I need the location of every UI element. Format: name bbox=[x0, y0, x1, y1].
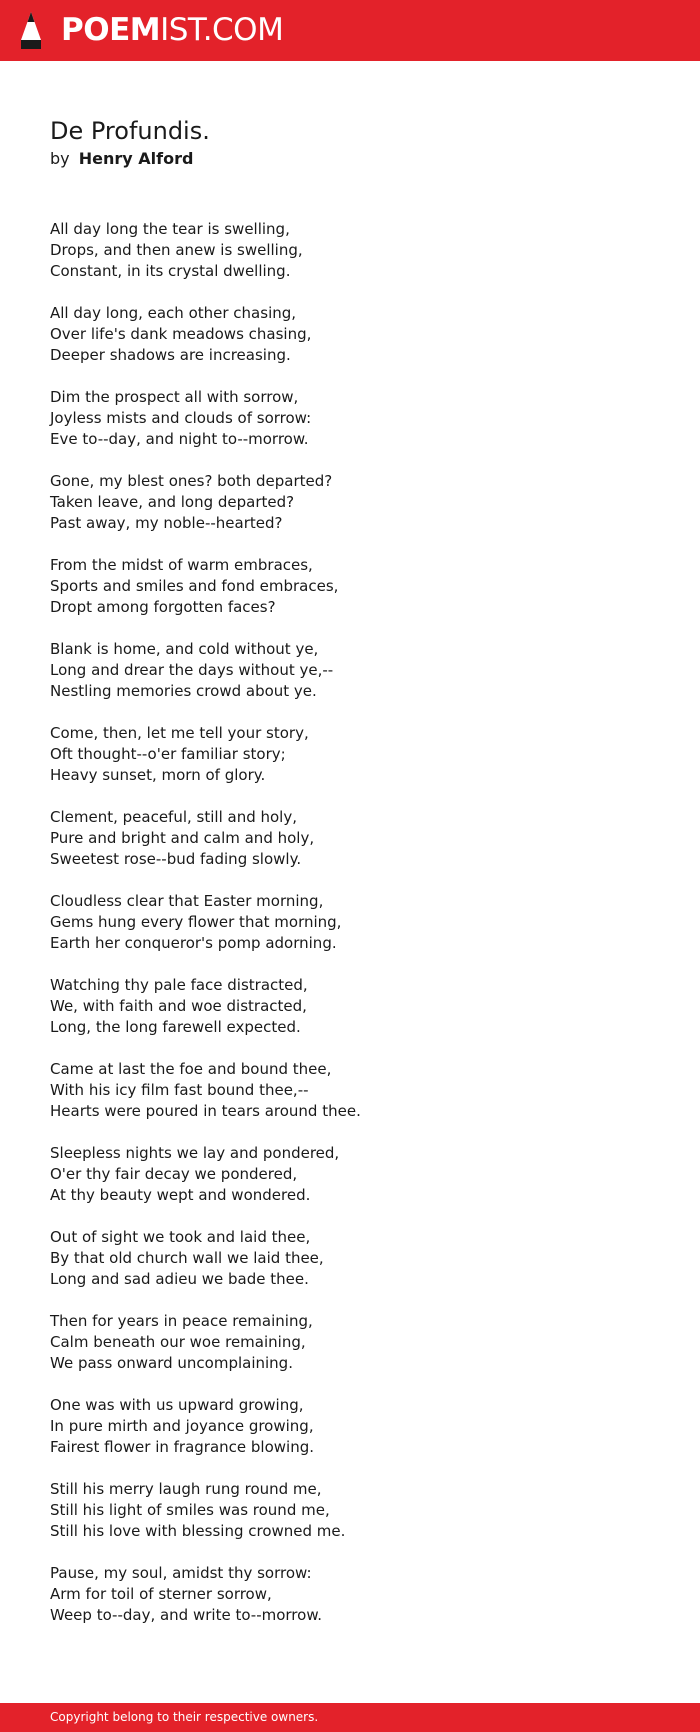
pencil-tip-icon bbox=[19, 10, 43, 50]
logo-text-bold: POEM bbox=[61, 12, 161, 48]
poem-line: Over life's dank meadows chasing, bbox=[50, 325, 312, 343]
poem-body bbox=[50, 219, 650, 1647]
by-label: by bbox=[50, 149, 70, 168]
poem-line: Come, then, let me tell your story, bbox=[50, 724, 309, 742]
poem-line: Oft thought--o'er familiar story; bbox=[50, 745, 286, 763]
poem-line: Sweetest rose--bud fading slowly. bbox=[50, 850, 302, 868]
poem-line: Still his love with blessing crowned me. bbox=[50, 1522, 346, 1540]
poem-line: Clement, peaceful, still and holy, bbox=[50, 808, 297, 826]
poem-line: At thy beauty wept and wondered. bbox=[50, 1186, 311, 1204]
stanza bbox=[50, 1311, 650, 1374]
stanza bbox=[50, 1143, 650, 1206]
stanza bbox=[50, 1227, 650, 1290]
poem-line: Sports and smiles and fond embraces, bbox=[50, 577, 339, 595]
stanza bbox=[50, 891, 650, 954]
poem-line: All day long the tear is swelling, bbox=[50, 220, 290, 238]
poem-line: Drops, and then anew is swelling, bbox=[50, 241, 303, 259]
poem-line: Nestling memories crowd about ye. bbox=[50, 682, 317, 700]
stanza bbox=[50, 471, 650, 534]
poem-line: Hearts were poured in tears around thee. bbox=[50, 1102, 361, 1120]
copyright-text: Copyright belong to their respective owners. bbox=[50, 1710, 319, 1724]
poem-line: Heavy sunset, morn of glory. bbox=[50, 766, 266, 784]
stanza bbox=[50, 387, 650, 450]
site-logo bbox=[61, 12, 283, 48]
poem-line: Then for years in peace remaining, bbox=[50, 1312, 313, 1330]
stanza bbox=[50, 1395, 650, 1458]
poem-line: Long and drear the days without ye,-- bbox=[50, 661, 334, 679]
poem-title: De Profundis. bbox=[50, 117, 210, 145]
poem-line: Still his merry laugh rung round me, bbox=[50, 1480, 322, 1498]
poem-line: Gems hung every flower that morning, bbox=[50, 913, 342, 931]
poem-line: Fairest flower in fragrance blowing. bbox=[50, 1438, 315, 1456]
poem-line: Past away, my noble--hearted? bbox=[50, 514, 283, 532]
poem-line: Cloudless clear that Easter morning, bbox=[50, 892, 324, 910]
poem-line: Arm for toil of sterner sorrow, bbox=[50, 1585, 272, 1603]
poem-line: Joyless mists and clouds of sorrow: bbox=[50, 409, 312, 427]
stanza bbox=[50, 219, 650, 282]
poem-line: Out of sight we took and laid thee, bbox=[50, 1228, 311, 1246]
poem-line: Pure and bright and calm and holy, bbox=[50, 829, 315, 847]
poem-line: From the midst of warm embraces, bbox=[50, 556, 313, 574]
poem-line: Gone, my blest ones? both departed? bbox=[50, 472, 333, 490]
author-link[interactable]: Henry Alford bbox=[78, 149, 194, 168]
poem-line: Deeper shadows are increasing. bbox=[50, 346, 291, 364]
poem-line: Still his light of smiles was round me, bbox=[50, 1501, 330, 1519]
poem-line: Constant, in its crystal dwelling. bbox=[50, 262, 291, 280]
poem-line: O'er thy fair decay we pondered, bbox=[50, 1165, 298, 1183]
poem-line: Came at last the foe and bound thee, bbox=[50, 1060, 332, 1078]
poem-line: Long, the long farewell expected. bbox=[50, 1018, 301, 1036]
poem-line: Dropt among forgotten faces? bbox=[50, 598, 276, 616]
poem-line: Eve to--day, and night to--morrow. bbox=[50, 430, 309, 448]
stanza bbox=[50, 303, 650, 366]
stanza bbox=[50, 1563, 650, 1626]
poem-line: With his icy film fast bound thee,-- bbox=[50, 1081, 309, 1099]
poem-line: We, with faith and woe distracted, bbox=[50, 997, 307, 1015]
poem-line: In pure mirth and joyance growing, bbox=[50, 1417, 314, 1435]
poem-line: All day long, each other chasing, bbox=[50, 304, 297, 322]
stanza bbox=[50, 1059, 650, 1122]
top-bar bbox=[0, 0, 700, 61]
poem-line: Blank is home, and cold without ye, bbox=[50, 640, 319, 658]
stanza bbox=[50, 639, 650, 702]
stanza bbox=[50, 723, 650, 786]
byline bbox=[50, 148, 193, 170]
poem-line: Taken leave, and long departed? bbox=[50, 493, 295, 511]
poem-line: By that old church wall we laid thee, bbox=[50, 1249, 324, 1267]
logo-text-light: IST.COM bbox=[160, 12, 284, 48]
poem-line: Long and sad adieu we bade thee. bbox=[50, 1270, 309, 1288]
poem-line: We pass onward uncomplaining. bbox=[50, 1354, 293, 1372]
poem-line: Calm beneath our woe remaining, bbox=[50, 1333, 306, 1351]
stanza bbox=[50, 555, 650, 618]
stanza bbox=[50, 1479, 650, 1542]
poem-line: Sleepless nights we lay and pondered, bbox=[50, 1144, 340, 1162]
poem-line: One was with us upward growing, bbox=[50, 1396, 304, 1414]
poem-line: Watching thy pale face distracted, bbox=[50, 976, 308, 994]
poem-line: Earth her conqueror's pomp adorning. bbox=[50, 934, 337, 952]
stanza bbox=[50, 807, 650, 870]
poem-line: Pause, my soul, amidst thy sorrow: bbox=[50, 1564, 312, 1582]
stanza bbox=[50, 975, 650, 1038]
footer-bar bbox=[0, 1703, 700, 1732]
poem-line: Weep to--day, and write to--morrow. bbox=[50, 1606, 322, 1624]
poem-line: Dim the prospect all with sorrow, bbox=[50, 388, 299, 406]
